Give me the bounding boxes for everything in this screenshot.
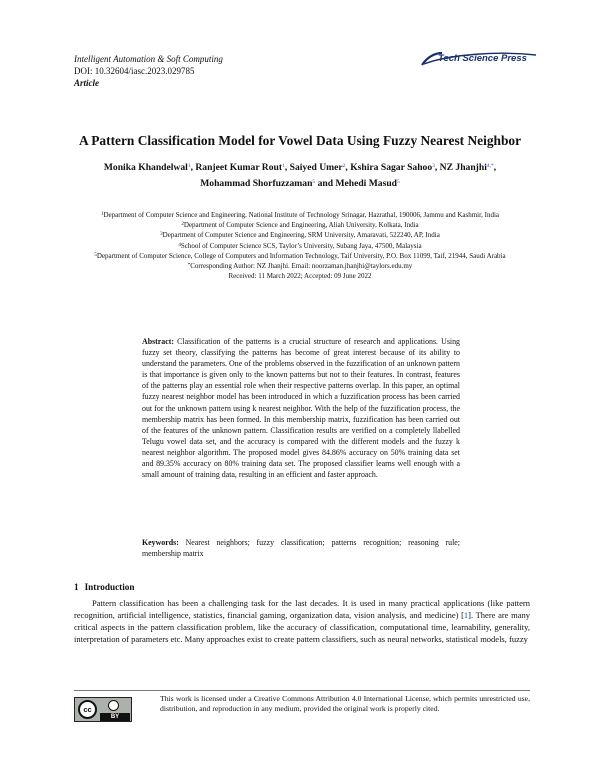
affiliations [60, 210, 540, 281]
author: Monika Khandelwal [103, 162, 188, 173]
affiliation: $^4$School of Computer Science SCS, Taylor’s University, Subang Jaya, 47500, Malaysia [178, 241, 422, 250]
abstract-text: Classification of the patterns is a crucial structure of research and applications. Using fuzzy set theory, classifying the patterns has become of great interest because of its ability to understand the parameters. One of the problems observed in the fuzzification of an unknown pattern is that importance is given only to the known patterns but not to their features. In contrast, features of the patterns play an essential role when their respective patterns overlap. In this paper, an optimal fuzzy nearest neighbor model has been introduced in which a fuzzification process has been carried out for the unknown pattern using k nearest neighbor. With the help of the fuzzification process, the membership matrix has been formed. In this membership matrix, fuzzification has been carried out of the features of the unknown pattern. Classification results are verified on a completely llabelled Telugu vowel data set, and the accuracy is compared with the different models and the fuzzy k nearest neighbor algorithm. The proposed model gives 84.86% accuracy on 50% training data set and 89.35% accuracy on 80% training data set. The proposed classifier learns well enough with a small amount of training data, resulting in an efficient and faster approach. [142, 337, 460, 480]
section-heading [74, 582, 134, 592]
affiliation: $^1$Department of Computer Science and Engineering, National Institute of Technology Srinagar, Hazrathal, 190006, Jammu and Kashmir, India [100, 211, 500, 219]
person-icon [108, 700, 119, 711]
publisher-name: Tech Science Press [438, 53, 527, 64]
author-sup[interactable]: 2 [342, 163, 346, 169]
paper-title: A Pattern Classification Model for Vowel Data Using Fuzzy Nearest Neighbor [78, 133, 522, 148]
author-sup[interactable]: 1 [187, 163, 191, 169]
publisher-logo [420, 50, 538, 68]
author: Saiyed Umer [289, 162, 343, 173]
author: Mehedi Masud [335, 178, 398, 189]
author: NZ Jhanjhi [439, 162, 487, 173]
keywords [142, 537, 460, 559]
author-sup[interactable]: 5 [397, 179, 400, 185]
author-sup[interactable]: 1 [282, 163, 285, 169]
author-sup[interactable]: 3 [432, 163, 435, 169]
cc-icon: cc [78, 700, 97, 719]
affiliation: $^5$Department of Computer Science, College of Computers and Information Technology, Taif University, P.O. Box 11099, Taif, 21944, Saudi Arabia [94, 251, 506, 260]
citation-link[interactable]: 1 [463, 610, 469, 621]
license-divider [74, 690, 530, 691]
author: Mohammad Shorfuzzaman [200, 178, 313, 189]
keywords-label: Keywords: [142, 538, 179, 547]
affiliation: $^2$Department of Computer Science and Engineering, Aliah University, Kolkata, India [181, 221, 419, 230]
intro-paragraph: Pattern classification has been a challenging task for the last decades. It is used in many practical applications (like pattern recognition, artificial intelligence, statistics, financial gaming, organization data, vision analysis, and medicine) [1]. There are many critical aspects in the pattern classification problem, like the accuracy of classification, computational time, learnability, generality, interpretation of parameters etc. Many approaches exist to create pattern classifiers, such as neural networks, statistical models, fuzzy [74, 598, 530, 645]
author: Ranjeet Kumar Rout [195, 162, 283, 173]
abstract [142, 336, 460, 480]
by-label: BY [100, 713, 130, 721]
author: Kshira Sagar Sahoo [350, 162, 433, 173]
section-title: Introduction [84, 582, 135, 592]
journal-name: Intelligent Automation & Soft Computing [74, 54, 223, 64]
author-sup[interactable]: 5 [312, 179, 316, 185]
abstract-label: Abstract: [142, 337, 174, 346]
author-sup[interactable]: 4,* [486, 163, 494, 169]
cc-by-badge[interactable] [74, 697, 132, 722]
journal-info [74, 53, 223, 89]
license-text: This work is licensed under a Creative Commons Attribution 4.0 International License, which permits unrestricted use, distribution, and reproduction in any medium, provided the original work is properly cited. [160, 694, 530, 714]
section-number: 1 [74, 582, 79, 592]
author-list: Monika Khandelwal$^1$, Ranjeet Kumar Rout$^1$, Saiyed Umer$^2$, Kshira Sagar Sahoo$^3$, NZ Jhanjhi$^{4,*}$, Mohammad Shorfuzzaman$^5$ and Mehedi Masud$^5$ [103, 162, 497, 189]
article-type: Article [74, 78, 99, 88]
received-accepted-dates: Received: 11 March 2022; Accepted: 09 June 2022 [228, 272, 372, 281]
affiliation: $^3$Department of Computer Science and Engineering, SRM University, Amaravati, 522240, AP, India [160, 231, 440, 240]
doi[interactable]: DOI: 10.32604/iasc.2023.029785 [74, 66, 195, 76]
keywords-text: Nearest neighbors; fuzzy classification; patterns recognition; reasoning rule; membership matrix [142, 538, 460, 559]
corresponding-author: *Corresponding Author: NZ Jhanjhi. Email: noorzaman.jhanjhi@taylors.edu.my [187, 262, 413, 271]
